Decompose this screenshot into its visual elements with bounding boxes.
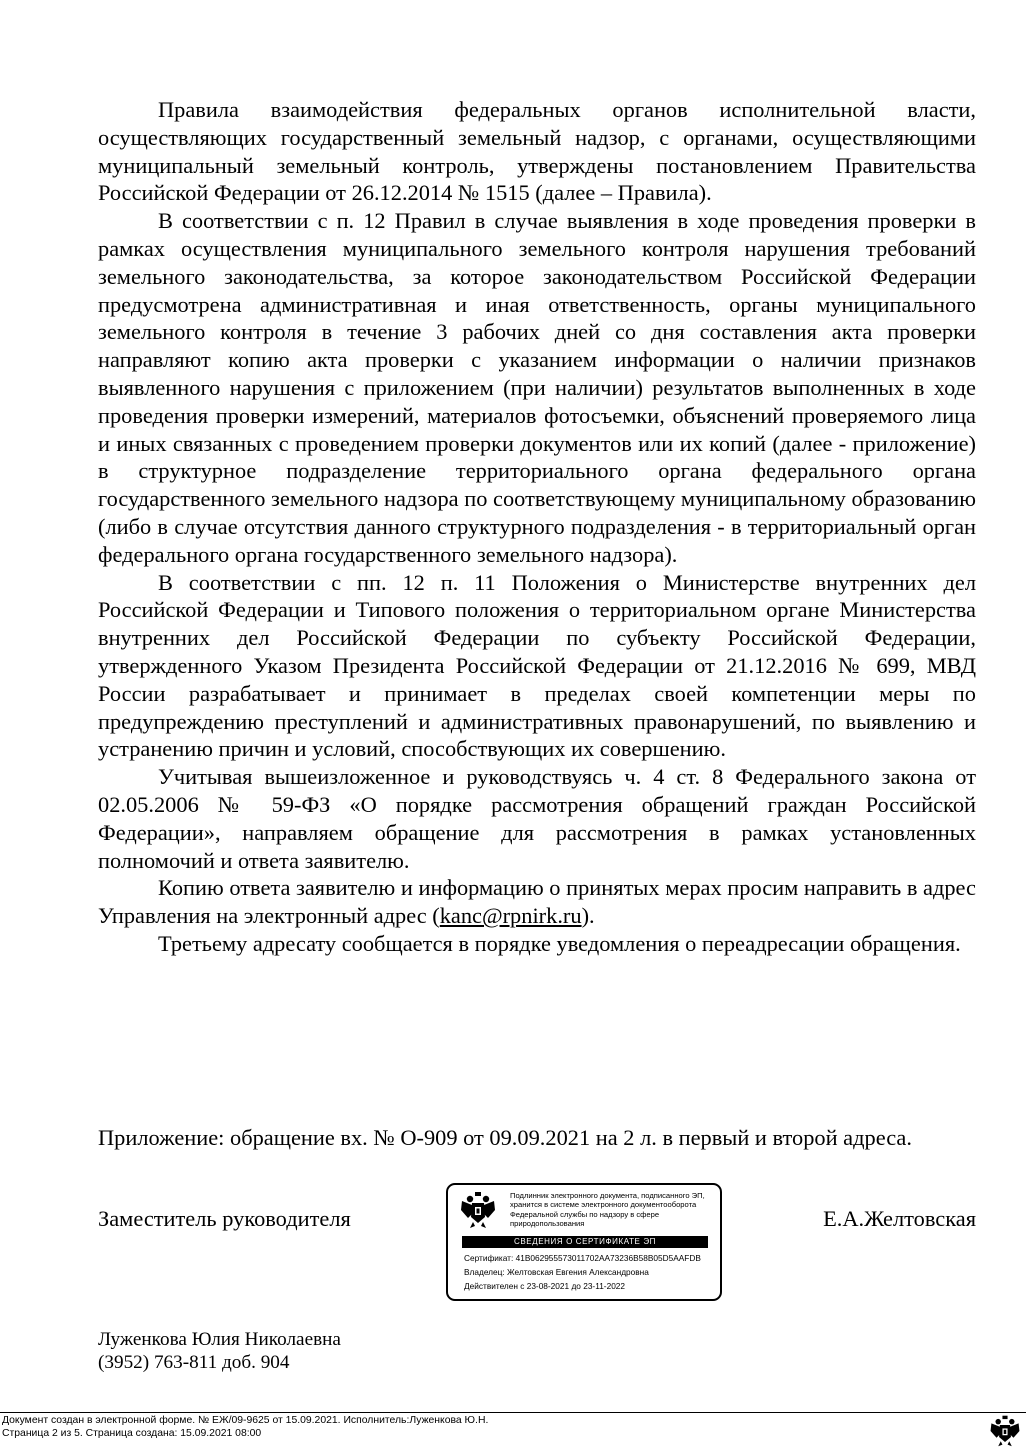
copy-request-text: Копию ответа заявителю и информацию о принятых мерах просим направить в адрес Управления на электронный адрес ( (98, 875, 976, 929)
letter-body (98, 96, 976, 958)
attachment-line: Приложение: обращение вх. № О-909 от 09.09.2021 на 2 л. в первый и второй адреса. (98, 1125, 912, 1150)
stamp-validity: Действителен с 23-08-2021 до 23-11-2022 (464, 1281, 626, 1291)
paragraph-clause-12: В соответствии с п. 12 Правил в случае выявления в ходе проведения проверки в рамках осуществления муниципального земельного контроля нарушения требований земельного законодательства, за которое законодательством Российской Федерации предусмотрена административная и иная ответственность, органы муниципального земельного контроля в течение 3 рабочих дней со дня составления акта проверки направляют копию акта проверки с указанием информации о наличии признаков выявленного нарушения с приложением (при наличии) результатов выполненных в ходе проведения проверки измерений, материалов фотосъемки, объяснений проверяемого лица и иных связанных с проведением проверки документов или их копий (далее - приложение) в структурное подразделение территориального органа федерального органа государственного земельного надзора по соответствующему муниципальному образованию (либо в случае отсутствия данного структурного подразделения - в территориальный орган федерального органа государственного земельного надзора). (98, 208, 976, 567)
double-headed-eagle-icon (458, 1190, 498, 1230)
paragraph-third-addressee: Третьему адресату сообщается в порядке уведомления о переадресации обращения. (158, 930, 961, 956)
executor-contact (98, 1328, 341, 1374)
footer-divider (0, 1412, 1026, 1413)
stamp-note: Подлинник электронного документа, подписанного ЭП, хранится в системе электронного документооборота Федеральной службы по надзору в сфере природопользования (510, 1191, 705, 1229)
e-signature-stamp (446, 1183, 722, 1301)
signer-name: Е.А.Желтовская (823, 1206, 976, 1231)
executor-phone: (3952) 763-811 доб. 904 (98, 1352, 290, 1373)
paragraph-mvd: В соответствии с пп. 12 п. 11 Положения о Министерстве внутренних дел Российской Федерации и Типового положения о территориальном органе Министерства внутренних дел Российской Федерации по субъекту Российской Федерации, утвержденного Указом Президента Российской Федерации от 21.12.2016 № 699, МВД России разрабатывает и принимает в пределах своей компетенции меры по предупреждению преступлений и административных правонарушений, по выявлению и устранению причин и условий, способствующих их совершению. (98, 569, 976, 762)
paragraph-copy-request (98, 874, 976, 930)
stamp-header: СВЕДЕНИЯ О СЕРТИФИКАТЕ ЭП (462, 1236, 708, 1248)
signer-position: Заместитель руководителя (98, 1206, 351, 1231)
paragraph-federal-law: Учитывая вышеизложенное и руководствуясь ч. 4 ст. 8 Федерального закона от 02.05.2006 № 59-ФЗ «О порядке рассмотрения обращений граждан Российской Федерации», направляем обращение для рассмотрения в рамках установленных полномочий и ответа заявителю. (98, 764, 976, 873)
stamp-owner: Владелец: Желтовская Евгения Александровна (464, 1267, 649, 1277)
stamp-certificate: Сертификат: 41B062955573011702AA73236B58B05D5AAFDB (464, 1253, 701, 1263)
email-link[interactable]: kanc@rpnirk.ru (439, 903, 582, 929)
footer-document-info: Документ создан в электронной форме. № ЕЖ/09-9625 от 15.09.2021. Исполнитель:Луженкова Ю.Н. (2, 1415, 489, 1426)
footer (2, 1414, 488, 1440)
copy-request-end: ). (581, 903, 595, 929)
executor-name: Луженкова Юлия Николаевна (98, 1329, 341, 1350)
paragraph-rules: Правила взаимодействия федеральных органов исполнительной власти, осуществляющих государственный земельный надзор, с органами, осуществляющими муниципальный земельный контроль, утверждены постановлением Правительства Российской Федерации от 26.12.2014 № 1515 (далее – Правила). (98, 97, 976, 206)
double-headed-eagle-icon (988, 1414, 1022, 1448)
footer-page-info: Страница 2 из 5. Страница создана: 15.09.2021 08:00 (2, 1428, 262, 1440)
